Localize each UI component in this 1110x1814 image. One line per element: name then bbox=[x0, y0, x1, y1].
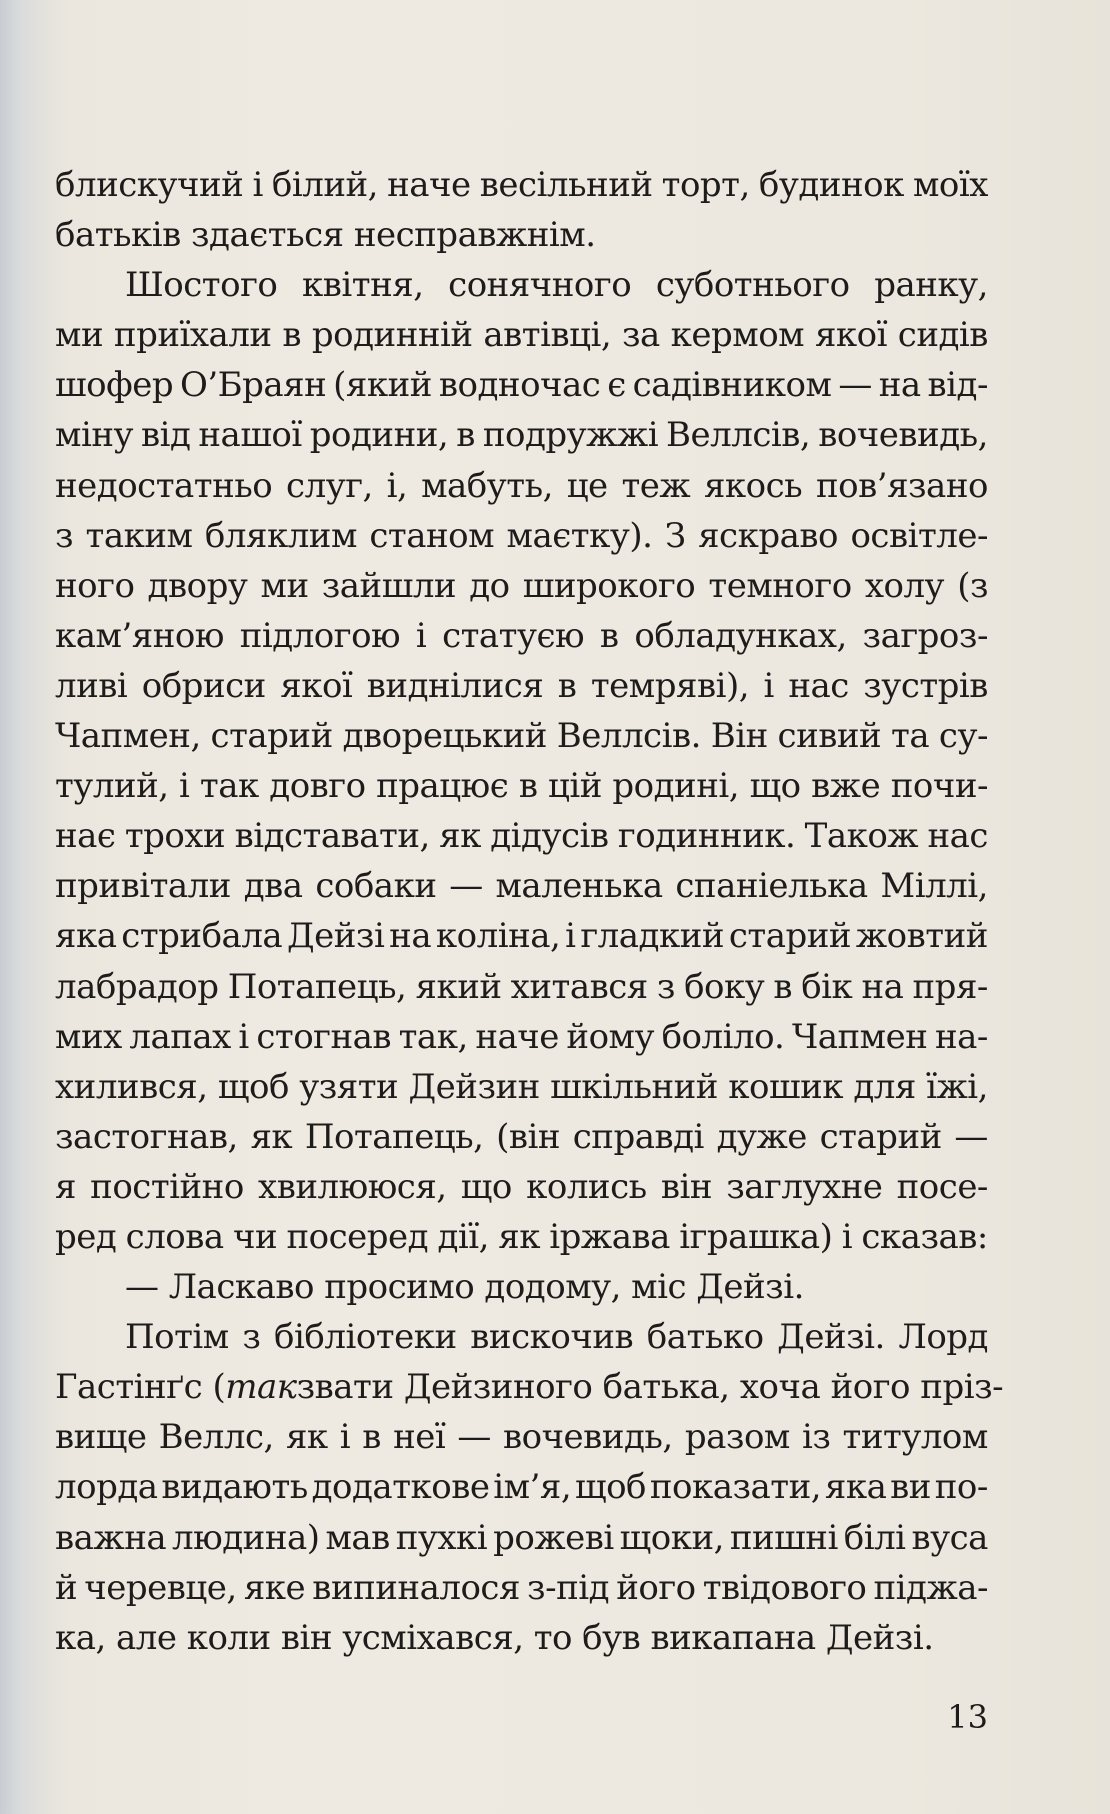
word: ранку, bbox=[874, 265, 988, 306]
word: білий, bbox=[271, 165, 378, 205]
word: привітали bbox=[55, 866, 231, 907]
word: зайшли bbox=[321, 565, 457, 606]
word: Ласкаво bbox=[168, 1267, 315, 1308]
word: ви bbox=[890, 1467, 931, 1508]
word: кам’яною bbox=[55, 615, 224, 656]
text-line-25-mixed bbox=[55, 1362, 1004, 1412]
text-line-11 bbox=[55, 661, 988, 711]
word: бібліотеки bbox=[274, 1317, 457, 1358]
word: Веллсів. bbox=[556, 716, 701, 757]
word: слуг, bbox=[286, 465, 373, 506]
word: дворецький bbox=[342, 716, 547, 757]
word: дуже bbox=[716, 1116, 807, 1157]
word: як bbox=[285, 1417, 328, 1458]
word: по- bbox=[934, 1467, 988, 1508]
word: Чапмен, bbox=[55, 716, 201, 757]
word: черевце, bbox=[84, 1567, 237, 1608]
word: та bbox=[891, 716, 930, 757]
word: дідусів bbox=[490, 816, 609, 857]
word: в bbox=[557, 665, 577, 706]
word: родині, bbox=[612, 766, 740, 807]
word: посе- bbox=[896, 1166, 988, 1207]
word: іржава bbox=[549, 1216, 670, 1257]
word: показати, bbox=[649, 1467, 822, 1508]
word: це bbox=[566, 465, 608, 506]
word: блискучий bbox=[55, 165, 244, 205]
word: як bbox=[498, 1216, 540, 1257]
word: мав bbox=[325, 1517, 390, 1558]
word: так, bbox=[398, 1016, 468, 1057]
word: два bbox=[243, 866, 303, 907]
word: за bbox=[621, 315, 660, 356]
word: (з bbox=[957, 565, 988, 606]
word: якої bbox=[280, 665, 353, 706]
word: — bbox=[838, 365, 872, 406]
word: З bbox=[664, 515, 686, 556]
text-line-16 bbox=[55, 911, 988, 961]
word: Потапець, bbox=[227, 966, 407, 1007]
word: посеред bbox=[286, 1216, 429, 1257]
word: щоб bbox=[217, 1066, 289, 1107]
text-line-30 bbox=[55, 1613, 988, 1663]
word: темряві), bbox=[590, 665, 750, 706]
word: ка, bbox=[55, 1617, 106, 1658]
word: хитався bbox=[510, 966, 648, 1007]
word: йому bbox=[566, 1016, 655, 1057]
word: вочевидь, bbox=[502, 1417, 673, 1458]
text-line-23 bbox=[55, 1262, 988, 1312]
word: собаки bbox=[315, 866, 437, 907]
text-line-26 bbox=[55, 1412, 988, 1462]
text-line-2 bbox=[55, 210, 988, 260]
word: старий bbox=[210, 716, 333, 757]
word: торт, bbox=[661, 165, 750, 205]
word: холу bbox=[864, 565, 945, 606]
word: несправжнім. bbox=[353, 215, 596, 256]
word: і bbox=[252, 165, 263, 205]
line-25-part-2: звати Дейзиного батька, хоча його пріз- bbox=[296, 1367, 1004, 1408]
word: довго bbox=[269, 766, 366, 807]
word: Шостого bbox=[125, 265, 278, 306]
word: Веллс, bbox=[158, 1417, 274, 1458]
word: автівці, bbox=[483, 315, 612, 356]
text-line-22 bbox=[55, 1212, 988, 1262]
word: як bbox=[439, 816, 481, 857]
word: Лорд bbox=[898, 1317, 988, 1358]
word: Чапмен bbox=[791, 1016, 928, 1057]
word: яка bbox=[824, 1467, 887, 1508]
word: нашої bbox=[198, 415, 302, 456]
word: двору bbox=[147, 565, 248, 606]
word: від- bbox=[927, 365, 988, 406]
word: на bbox=[861, 966, 904, 1007]
word: ред bbox=[55, 1216, 117, 1257]
line-25-part-1: Гастінґс ( bbox=[55, 1367, 226, 1408]
word: виднілися bbox=[366, 665, 544, 706]
word: ми bbox=[55, 315, 104, 356]
word: застогнав, bbox=[55, 1116, 238, 1157]
word: стогнав bbox=[256, 1016, 392, 1057]
word: з bbox=[242, 1317, 261, 1358]
word: будинок bbox=[758, 165, 904, 205]
word: що bbox=[749, 766, 801, 807]
word: вискочив bbox=[470, 1317, 634, 1358]
word: був bbox=[582, 1617, 641, 1658]
word: — bbox=[449, 866, 483, 907]
word: ного bbox=[55, 565, 135, 606]
word: коліна, bbox=[435, 916, 561, 957]
word: до bbox=[469, 565, 510, 606]
word: водночас bbox=[438, 365, 601, 406]
word: маленька bbox=[495, 866, 663, 907]
word: боку bbox=[684, 966, 765, 1007]
word: родинній bbox=[311, 315, 473, 356]
word: сивий bbox=[777, 716, 882, 757]
word: сидів bbox=[897, 315, 988, 356]
word: працює bbox=[376, 766, 509, 807]
word: гладкий bbox=[580, 916, 725, 957]
word: і bbox=[179, 766, 190, 807]
word: піджа- bbox=[873, 1567, 988, 1608]
word: боліло. bbox=[661, 1016, 785, 1057]
word: кермом bbox=[670, 315, 805, 356]
word: спаніелька bbox=[675, 866, 868, 907]
word: шофер bbox=[55, 365, 174, 406]
text-line-12 bbox=[55, 711, 988, 761]
word: пишні bbox=[729, 1517, 838, 1558]
word: пухкі bbox=[395, 1517, 488, 1558]
word: на bbox=[878, 365, 921, 406]
text-line-6 bbox=[55, 410, 988, 460]
text-line-19 bbox=[55, 1062, 988, 1112]
word: додому, bbox=[484, 1267, 621, 1308]
word: (він bbox=[496, 1116, 561, 1157]
word: лабрадор bbox=[55, 966, 219, 1007]
text-line-10 bbox=[55, 611, 988, 661]
word: як bbox=[250, 1116, 293, 1157]
word: широкого bbox=[522, 565, 696, 606]
text-line-29 bbox=[55, 1563, 988, 1613]
word: тулий, bbox=[55, 766, 169, 807]
line-25-italic: так bbox=[225, 1367, 297, 1408]
word: темного bbox=[708, 565, 852, 606]
word: наче bbox=[475, 1016, 559, 1057]
word: людина) bbox=[172, 1517, 320, 1558]
word: статуєю bbox=[442, 615, 585, 656]
word: усміхався, bbox=[342, 1617, 524, 1658]
word: здається bbox=[191, 215, 344, 256]
word: то bbox=[533, 1617, 572, 1658]
word: його bbox=[616, 1567, 696, 1608]
word: маєтку). bbox=[506, 515, 653, 556]
word: якось bbox=[703, 465, 803, 506]
word: зустрів bbox=[863, 665, 988, 706]
word: лапах bbox=[129, 1016, 231, 1057]
text-line-7 bbox=[55, 461, 988, 511]
word: міс bbox=[631, 1267, 687, 1308]
word: неї bbox=[393, 1417, 446, 1458]
word: яка bbox=[55, 916, 117, 957]
word: цій bbox=[547, 766, 602, 807]
word: ім’я, bbox=[493, 1467, 572, 1508]
word: годинник. bbox=[617, 816, 796, 857]
text-line-3 bbox=[55, 260, 988, 310]
word: на bbox=[389, 916, 432, 957]
word: твідового bbox=[702, 1567, 867, 1608]
word: жовтий bbox=[855, 916, 988, 957]
text-line-9 bbox=[55, 561, 988, 611]
text-line-5 bbox=[55, 360, 988, 410]
word: садівником bbox=[632, 365, 832, 406]
word: в bbox=[456, 415, 475, 456]
word: і bbox=[763, 665, 774, 706]
word: Потапець, bbox=[304, 1116, 484, 1157]
word: бляклим bbox=[204, 515, 357, 556]
word: Також bbox=[804, 816, 919, 857]
word: нає bbox=[55, 816, 116, 857]
page-number: 13 bbox=[947, 1698, 988, 1736]
word: заглухне bbox=[726, 1166, 883, 1207]
word: важна bbox=[55, 1517, 167, 1558]
word: подружжі bbox=[482, 415, 659, 456]
word: на- bbox=[934, 1016, 988, 1057]
word: батько bbox=[646, 1317, 764, 1358]
word: обладунках, bbox=[634, 615, 847, 656]
word: підлогою bbox=[239, 615, 401, 656]
word: і bbox=[565, 916, 576, 957]
word: ми bbox=[260, 565, 309, 606]
word: мих bbox=[55, 1016, 122, 1057]
word: батьків bbox=[55, 215, 181, 256]
word: вуса bbox=[911, 1517, 988, 1558]
text-line-17 bbox=[55, 962, 988, 1012]
text-line-20 bbox=[55, 1112, 988, 1162]
word: загроз- bbox=[862, 615, 988, 656]
word: — bbox=[954, 1116, 988, 1157]
text-line-27 bbox=[55, 1462, 988, 1512]
word: слова bbox=[125, 1216, 224, 1257]
word: шкільний bbox=[550, 1066, 718, 1107]
word: і bbox=[841, 1216, 853, 1257]
word: якої bbox=[814, 315, 887, 356]
word: нас bbox=[788, 665, 849, 706]
word: рожеві bbox=[493, 1517, 614, 1558]
word: стрибала bbox=[121, 916, 283, 957]
word: Дейзі bbox=[287, 916, 385, 957]
word: пов’язано bbox=[815, 465, 988, 506]
word: приїхали bbox=[113, 315, 272, 356]
word: в bbox=[773, 966, 793, 1007]
word: мабуть, bbox=[421, 465, 553, 506]
word: для bbox=[853, 1066, 916, 1107]
word: Веллсів, bbox=[666, 415, 811, 456]
word: Він bbox=[710, 716, 768, 757]
word: просимо bbox=[324, 1267, 475, 1308]
word: хвилююся, bbox=[258, 1166, 447, 1207]
word: сказав: bbox=[861, 1216, 988, 1257]
word: справді bbox=[572, 1116, 704, 1157]
word: пря- bbox=[912, 966, 988, 1007]
word: трохи bbox=[124, 816, 226, 857]
word: теж bbox=[621, 465, 691, 506]
word: нас bbox=[927, 816, 988, 857]
word: старий bbox=[819, 1116, 942, 1157]
word: лорда bbox=[55, 1467, 158, 1508]
word: титулом bbox=[842, 1417, 988, 1458]
word: ливі bbox=[55, 665, 128, 706]
word: щоб bbox=[574, 1467, 647, 1508]
word: Дейзин bbox=[408, 1066, 540, 1107]
body-text bbox=[55, 160, 1004, 1663]
word: випиналося bbox=[312, 1567, 520, 1608]
word: який bbox=[415, 966, 502, 1007]
word: весільний bbox=[479, 165, 653, 205]
word: хилився, bbox=[55, 1066, 208, 1107]
word: в bbox=[282, 315, 302, 356]
text-line-21 bbox=[55, 1162, 988, 1212]
word: О’Браян bbox=[179, 365, 327, 406]
word: постійно bbox=[90, 1166, 244, 1207]
word: колись bbox=[526, 1166, 647, 1207]
word: і bbox=[415, 615, 427, 656]
word: почи- bbox=[890, 766, 988, 807]
text-line-24 bbox=[55, 1312, 988, 1362]
word: з-під bbox=[527, 1567, 610, 1608]
word: щоки, bbox=[619, 1517, 724, 1558]
text-line-1 bbox=[55, 160, 988, 210]
word: дії, bbox=[437, 1216, 489, 1257]
word: коли bbox=[186, 1617, 271, 1658]
text-line-4 bbox=[55, 310, 988, 360]
word: міну bbox=[55, 415, 133, 456]
word: наче bbox=[387, 165, 471, 205]
word: і bbox=[339, 1417, 351, 1458]
word: є bbox=[607, 365, 626, 406]
word: в bbox=[599, 615, 619, 656]
word: викапана bbox=[650, 1617, 816, 1658]
word: станом bbox=[369, 515, 495, 556]
word: бік bbox=[801, 966, 853, 1007]
word: білі bbox=[843, 1517, 906, 1558]
text-line-18 bbox=[55, 1012, 988, 1062]
word: яскраво bbox=[698, 515, 838, 556]
word: відставати, bbox=[234, 816, 430, 857]
word: і, bbox=[386, 465, 408, 506]
word: узяти bbox=[299, 1066, 399, 1107]
word: Дейзі. bbox=[777, 1317, 885, 1358]
word: із bbox=[802, 1417, 831, 1458]
word: я bbox=[55, 1166, 76, 1207]
word: суботнього bbox=[655, 265, 850, 306]
word: вище bbox=[55, 1417, 147, 1458]
word: в bbox=[518, 766, 538, 807]
word: Міллі, bbox=[880, 866, 988, 907]
word: (який bbox=[333, 365, 432, 406]
word: що bbox=[460, 1166, 512, 1207]
word: сонячного bbox=[448, 265, 632, 306]
word: разом bbox=[684, 1417, 790, 1458]
word: вочевидь, bbox=[818, 415, 988, 456]
word: родини, bbox=[309, 415, 449, 456]
word: в bbox=[362, 1417, 381, 1458]
text-line-8 bbox=[55, 511, 988, 561]
text-line-28 bbox=[55, 1513, 988, 1563]
word: освітле- bbox=[850, 515, 988, 556]
word: вже bbox=[811, 766, 881, 807]
word: додаткове bbox=[311, 1467, 490, 1508]
word: обриси bbox=[141, 665, 266, 706]
text-line-15 bbox=[55, 861, 988, 911]
word: яке bbox=[243, 1567, 306, 1608]
word: квітня, bbox=[302, 265, 424, 306]
text-line-14 bbox=[55, 811, 988, 861]
word: з bbox=[656, 966, 675, 1007]
word: і bbox=[238, 1016, 249, 1057]
word: й bbox=[55, 1567, 78, 1608]
word: таким bbox=[85, 515, 193, 556]
word: старий bbox=[728, 916, 852, 957]
word: Дейзі. bbox=[825, 1617, 934, 1658]
word: Потім bbox=[125, 1317, 229, 1358]
word: — bbox=[125, 1267, 159, 1308]
word: чи bbox=[233, 1216, 278, 1257]
word: він bbox=[280, 1617, 333, 1658]
word: з bbox=[55, 515, 74, 556]
word: іграшка) bbox=[679, 1216, 833, 1257]
text-line-13 bbox=[55, 761, 988, 811]
word: їжі, bbox=[926, 1066, 988, 1107]
word: так bbox=[199, 766, 259, 807]
word: — bbox=[457, 1417, 491, 1458]
word: але bbox=[116, 1617, 177, 1658]
word: недостатньо bbox=[55, 465, 273, 506]
word: він bbox=[660, 1166, 713, 1207]
word: Дейзі. bbox=[696, 1267, 804, 1308]
word: від bbox=[140, 415, 191, 456]
word: су- bbox=[938, 716, 988, 757]
word: моїх bbox=[912, 165, 988, 205]
word: видають bbox=[161, 1467, 308, 1508]
word: кошик bbox=[728, 1066, 844, 1107]
